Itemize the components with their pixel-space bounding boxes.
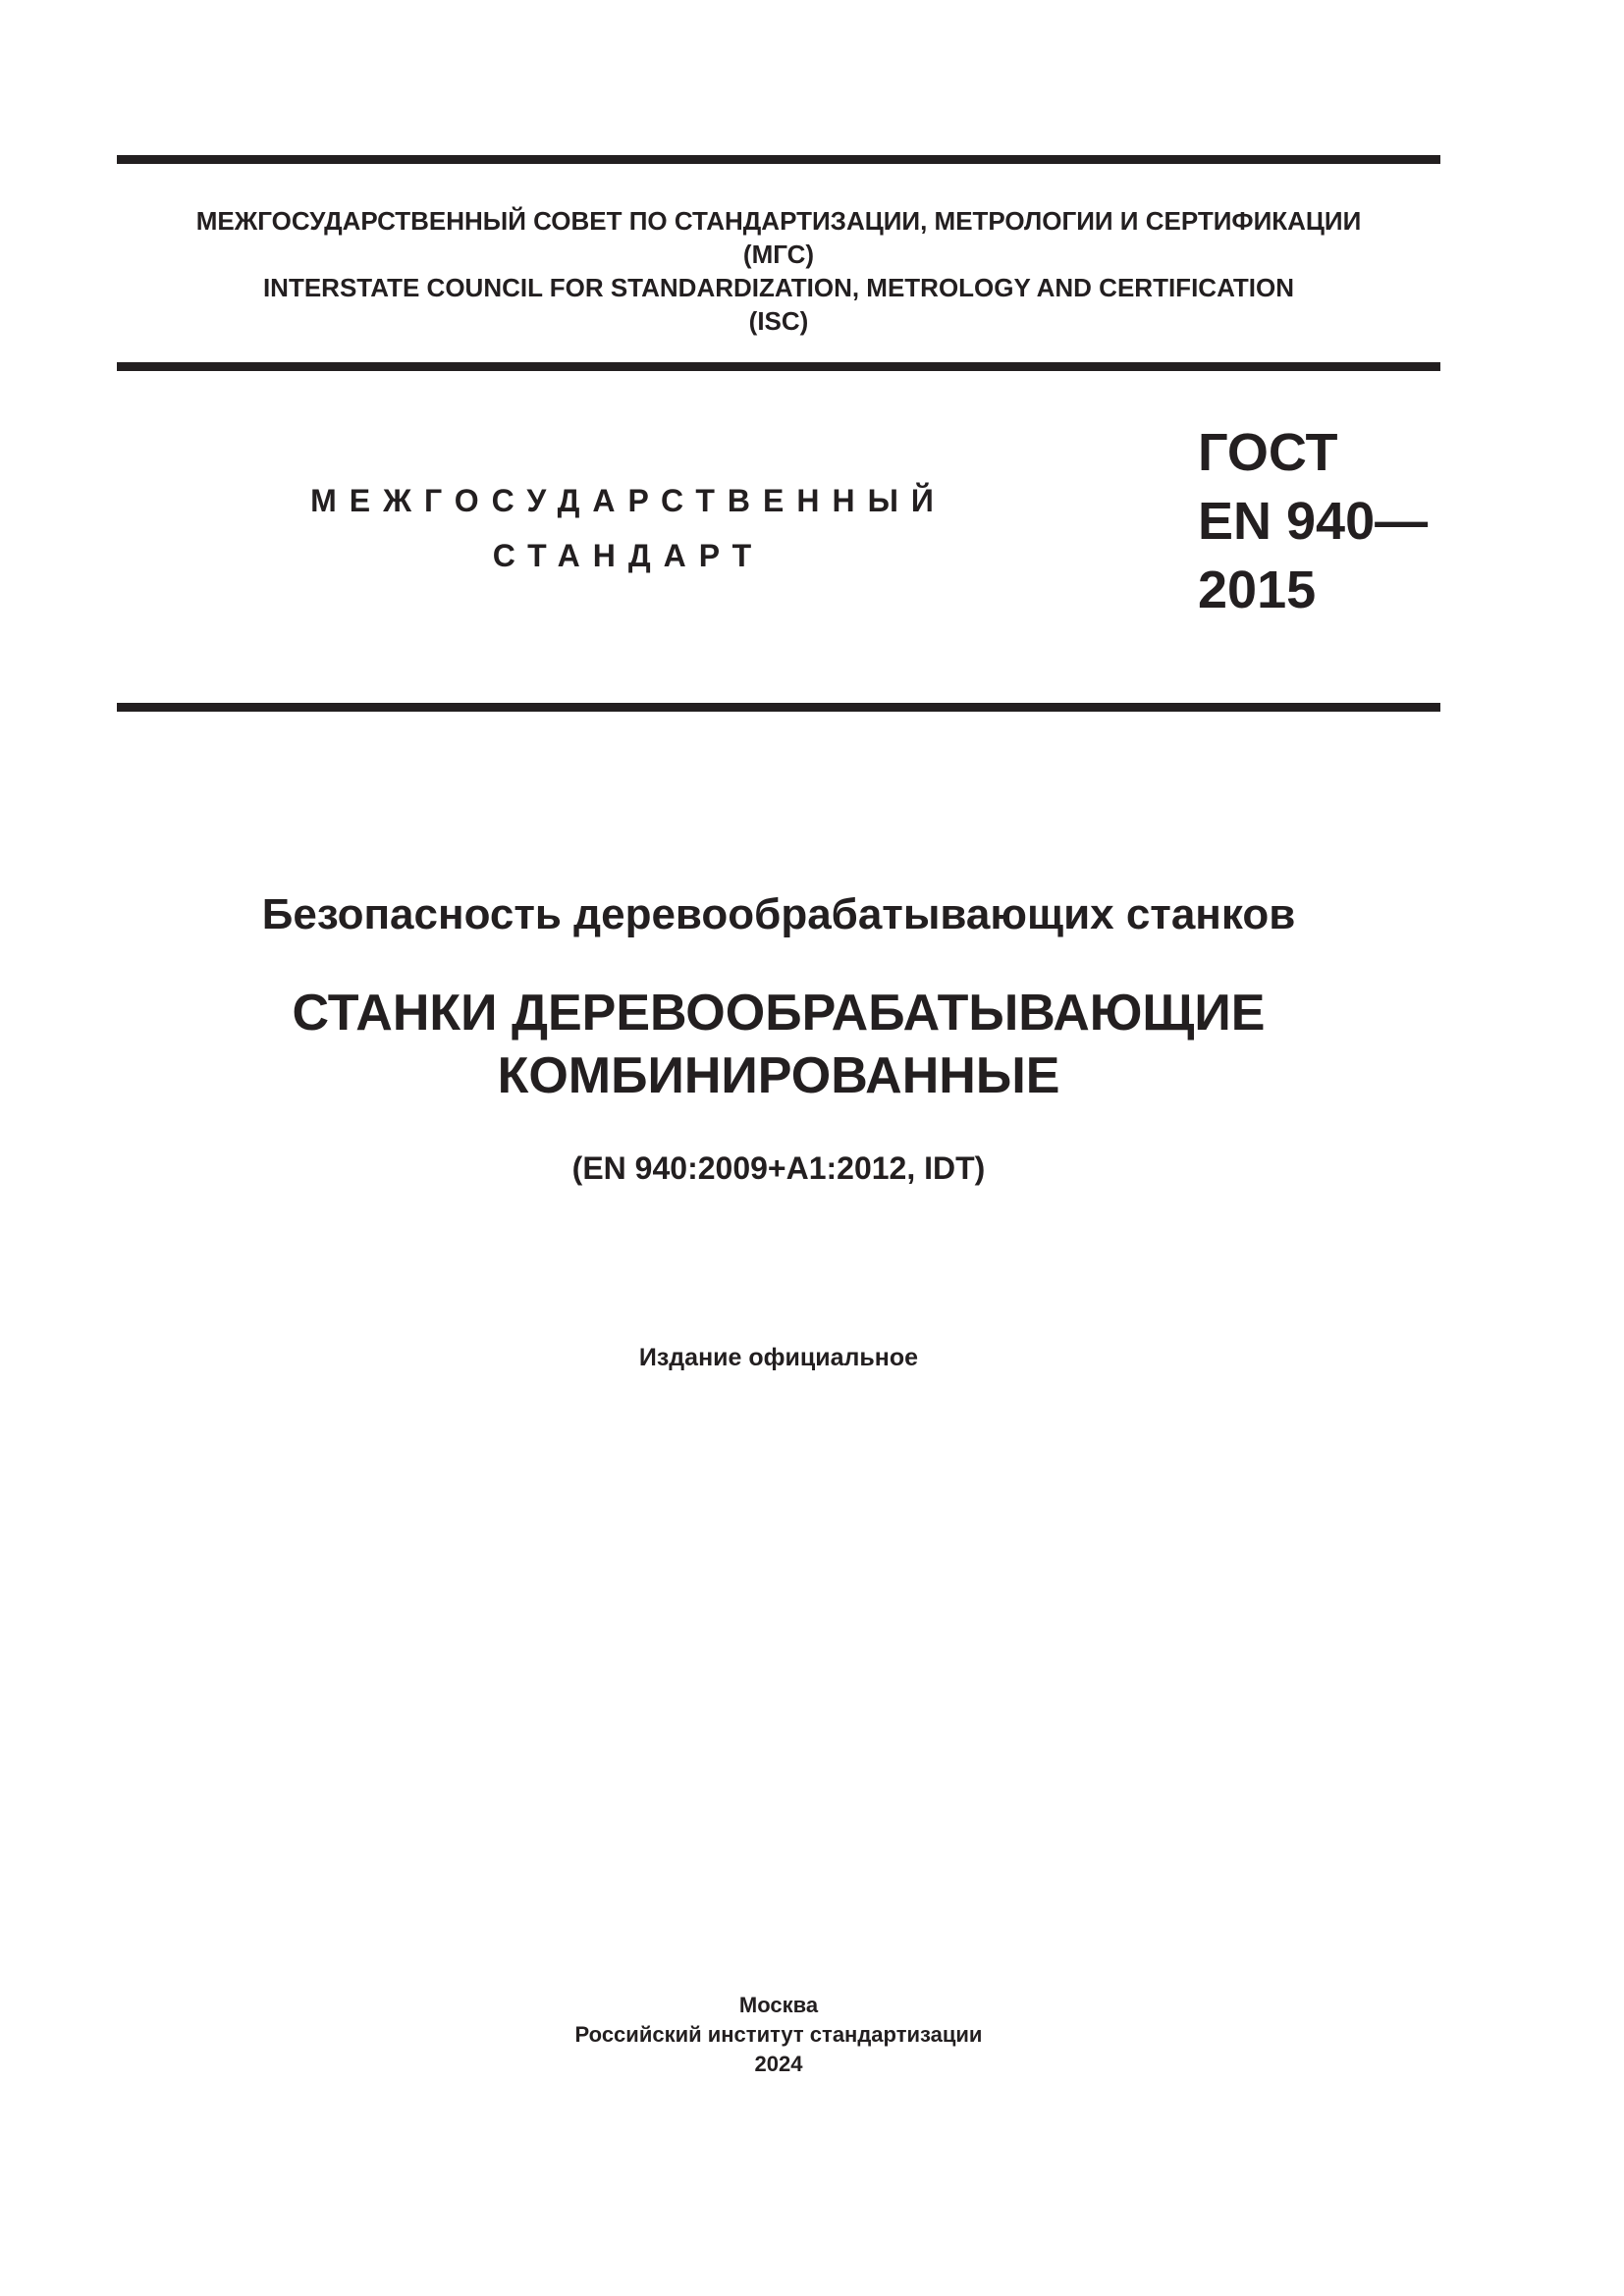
document-subtitle: Безопасность деревообрабатывающих станков [261, 890, 1296, 938]
council-abbr-ru: (МГС) [742, 240, 815, 269]
imprint-year: 2024 [754, 2052, 803, 2076]
council-name-ru: МЕЖГОСУДАРСТВЕННЫЙ СОВЕТ ПО СТАНДАРТИЗАЦИИ, МЕТРОЛОГИИ И СЕРТИФИКАЦИИ [195, 206, 1362, 236]
designation-line1: ГОСТ [1198, 423, 1338, 482]
council-header [117, 204, 1440, 338]
designation-line3: 2015 [1198, 561, 1317, 619]
publisher-imprint [117, 1991, 1440, 2079]
standard-type-line2: СТАНДАРТ [492, 538, 765, 573]
top-rule [117, 155, 1440, 164]
imprint-publisher: Российский институт стандартизации [574, 2022, 983, 2047]
imprint-city: Москва [738, 1993, 819, 2017]
international-reference: (EN 940:2009+A1:2012, IDT) [571, 1150, 986, 1186]
council-abbr-en: (ISC) [748, 306, 809, 336]
document-title [117, 982, 1440, 1107]
edition-label: Издание официальное [638, 1344, 919, 1371]
standard-type-label [285, 473, 972, 583]
designation-line2: EN 940— [1198, 492, 1429, 551]
standard-type-line1: МЕЖГОСУДАРСТВЕННЫЙ [310, 483, 947, 518]
designation-divider [117, 703, 1440, 712]
standard-designation [1198, 418, 1428, 624]
title-line1: СТАНКИ ДЕРЕВООБРАБАТЫВАЮЩИЕ [292, 985, 1266, 1041]
council-name-en: INTERSTATE COUNCIL FOR STANDARDIZATION, METROLOGY AND CERTIFICATION [262, 273, 1295, 302]
header-divider [117, 362, 1440, 371]
title-line2: КОМБИНИРОВАННЫЕ [497, 1047, 1060, 1104]
